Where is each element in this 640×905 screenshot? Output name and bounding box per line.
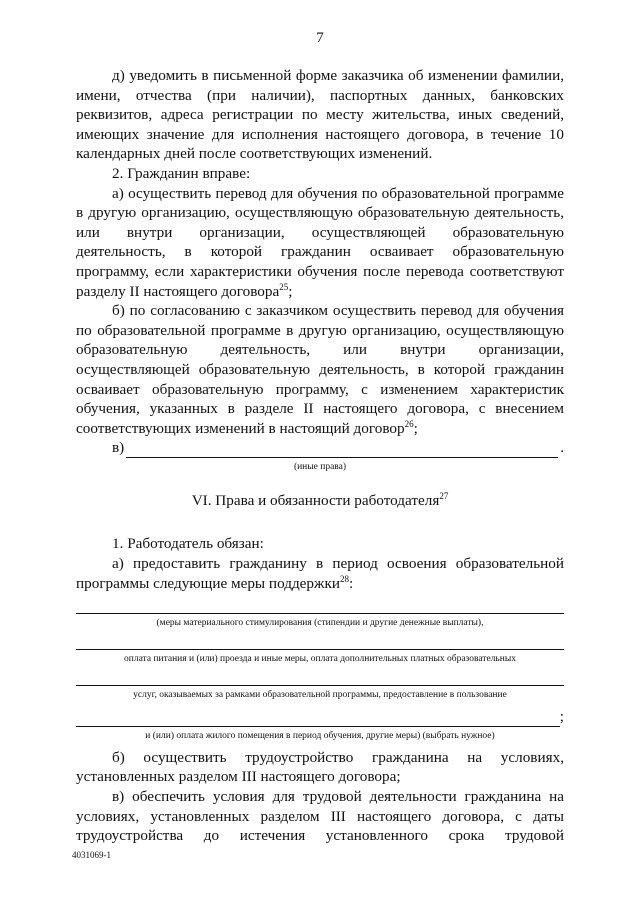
footnote-ref-25: 25 [279, 281, 289, 292]
footnote-ref-27: 27 [439, 490, 449, 501]
paragraph-d: д) уведомить в письменной форме заказчика об изменении фамилии, имени, отчества (при наличии), паспортных данных, банковских реквизитов, адреса регистрации по месту жительства, иных сведений, имеющих значение для исполнения настоящего договора, в течение 10 календарных дней после соответствующих изменений. [76, 67, 564, 163]
item-1a: а) предоставить гражданину в период освоения образовательной программы следующие меры поддержки$^{28}$: [76, 555, 564, 592]
footer-code: 4031069-1 [72, 850, 111, 860]
footnote-ref-26: 26 [404, 418, 414, 429]
section-heading: VI. Права и обязанности работодателя$^{27}$ [191, 490, 449, 509]
support-blank-line-1[interactable] [76, 599, 564, 614]
item-1v: в) обеспечить условия для трудовой деятельности гражданина на условиях, установленных разделом III настоящего договора, с даты трудоустройства до истечения установленного срока трудовой [76, 788, 564, 845]
support-blank-line-4[interactable]: ; [76, 707, 564, 727]
item-2b: б) по согласованию с заказчиком осуществить перевод для обучения по образовательной программе в другую организацию, осуществляющую образовательную деятельность, или внутри организации, осуществляющей образовательную деятельность, в которой гражданин осваивает образовательную программу, с изменением характеристик обучения, указанных в разделе II настоящего договора, с внесением соответствующих изменений в настоящий договор$^{26}$; [76, 302, 564, 437]
caption-support-4: и (или) оплата жилого помещения в период обучения, другие меры) (выбрать нужное) [145, 730, 495, 741]
fill-line[interactable] [126, 443, 558, 458]
fill-line[interactable] [76, 712, 560, 727]
document-body [76, 66, 564, 846]
item-1-title: 1. Работодатель обязан: [112, 535, 264, 553]
item-2v-label: в) [112, 439, 125, 457]
page-number: 7 [316, 30, 324, 46]
caption-other-rights: (иные права) [293, 461, 347, 472]
item-1b: б) осуществить трудоустройство гражданина на условиях, установленных разделом III настоящего договора; [76, 748, 564, 786]
item-2v-blank-line[interactable]: в) . [112, 439, 564, 457]
item-2-title: 2. Гражданин вправе: [112, 164, 251, 182]
caption-support-3: услуг, оказываемых за рамками образовательной программы, предоставление в пользование [133, 690, 507, 701]
caption-support-1: (меры материального стимулирования (стипендии и другие денежные выплаты), [156, 618, 484, 629]
footnote-ref-28: 28 [340, 573, 350, 584]
support-blank-line-3[interactable] [76, 671, 564, 686]
caption-support-2: оплата питания и (или) проезда и иные меры, оплата дополнительных платных образовательных [124, 654, 516, 665]
support-blank-line-2[interactable] [76, 635, 564, 650]
item-2a: а) осуществить перевод для обучения по образовательной программе в другую организацию, осуществляющую образовательную деятельность, или внутри организации, осуществляющей образовательную деятельность, в которой гражданин осваивает образовательную программу, если характеристики обучения после перевода соответствуют разделу II настоящего договора$^{25}$; [76, 184, 564, 300]
